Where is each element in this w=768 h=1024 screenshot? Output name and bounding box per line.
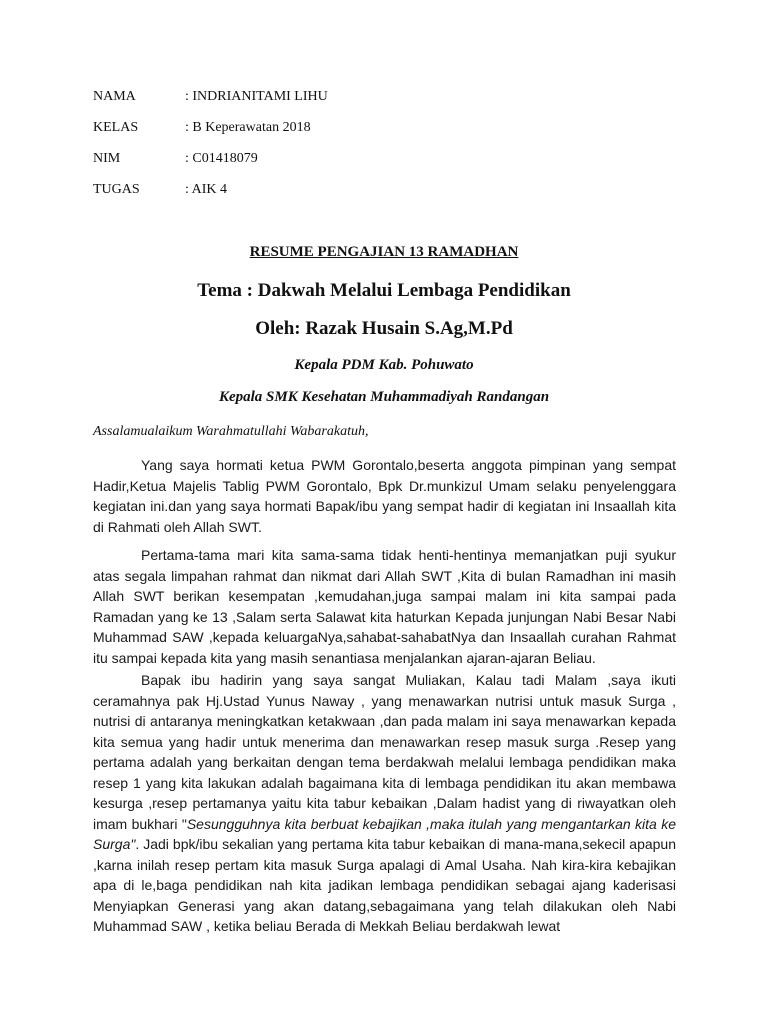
info-value: : B Keperawatan 2018	[185, 120, 311, 135]
info-row-nama	[93, 87, 328, 118]
student-info	[93, 87, 328, 211]
theme-heading: Tema : Dakwah Melalui Lembaga Pendidikan	[197, 280, 571, 301]
speaker-role-1: Kepala PDM Kab. Pohuwato	[294, 357, 474, 373]
info-label: KELAS	[93, 120, 139, 135]
paragraph-text: Yang saya hormati ketua PWM Gorontalo,beserta anggota pimpinan yang sempat Hadir,Ketua Majelis Tablig PWM Gorontalo, Bpk Dr.munkizul Umam selaku penyelenggara kegiatan ini.dan yang saya hormati Bapak/ibu yang sempat hadir di kegiatan ini Insaallah kita di Rahmati oleh Allah SWT.	[93, 457, 676, 535]
paragraph-text: Pertama-tama mari kita sama-sama tidak henti-hentinya memanjatkan puji syukur atas segala limpahan rahmat dan nikmat dari Allah SWT ,Kita di bulan Ramadhan ini masih Allah SWT berikan kesempatan ,kemudahan,juga sampai malam ini kita sampai pada Ramadan yang ke 13 ,Salam serta Salawat kita haturkan Kepada junjungan Nabi Besar Nabi Muhammad SAW ,kepada keluargaNya,sahabat-sahabatNya dan Insaallah curahan Rahmat itu sampai kepada kita yang masih senantiasa menjalankan ajaran-ajaran Beliau.	[93, 547, 676, 666]
info-row-tugas	[93, 180, 328, 211]
hadith-quote: Sesungguhnya kita berbuat kebajikan ,maka itulah yang mengantarkan kita ke Surga"	[93, 815, 676, 852]
paragraph-2	[93, 545, 676, 668]
greeting: Assalamualaikum Warahmatullahi Wabarakatuh,	[93, 424, 369, 439]
info-label: NIM	[93, 151, 121, 166]
info-row-kelas	[93, 118, 328, 149]
info-label: NAMA	[93, 89, 136, 104]
paragraph-1	[93, 455, 676, 537]
document-title: RESUME PENGAJIAN 13 RAMADHAN	[249, 244, 519, 260]
paragraph-3	[93, 670, 676, 937]
info-value: : AIK 4	[185, 182, 227, 197]
info-label: TUGAS	[93, 182, 140, 197]
speaker-role-2: Kepala SMK Kesehatan Muhammadiyah Randangan	[218, 389, 550, 405]
info-value: : INDRIANITAMI LIHU	[185, 89, 328, 104]
info-row-nim	[93, 149, 328, 180]
speaker-heading: Oleh: Razak Husain S.Ag,M.Pd	[255, 318, 513, 339]
paragraph-text: Bapak ibu hadirin yang saya sangat Muliakan, Kalau tadi Malam ,saya ikuti ceramahnya pak Hj.Ustad Yunus Naway , yang menawarkan nutrisi untuk masuk Surga , nutrisi di antaranya meningkatkan ketakwaan ,dan pada malam ini saya menawarkan kepada kita semua yang hadir untuk menerima dan menawarkan resep masuk surga .Resep yang pertama adalah yang berkaitan dengan tema berdakwah melalui lembaga pendidikan maka resep 1 yang kita lakukan adalah bagaimana kita di lembaga pendidikan itu akan membawa kesurga ,resep pertamanya yaitu kita tabur kebaikan ,Dalam hadist yang di riwayatkan oleh imam bukhari "	[93, 672, 676, 832]
info-value: : C01418079	[185, 151, 258, 166]
paragraph-text: . Jadi bpk/ibu sekalian yang pertama kita tabur kebaikan di mana-mana,sekecil apapun ,karna inilah resep pertam kita masuk Surga apalagi di Amal Usaha. Nah kira-kira kebajikan apa di le,baga pendidikan nah kita jadikan lembaga pendidikan sebagai ajang kaderisasi Menyiapkan Generasi yang akan datang,sebagaimana yang telah dilakukan oleh Nabi Muhammad SAW , ketika beliau Berada di Mekkah Beliau berdakwah lewat	[93, 836, 676, 934]
